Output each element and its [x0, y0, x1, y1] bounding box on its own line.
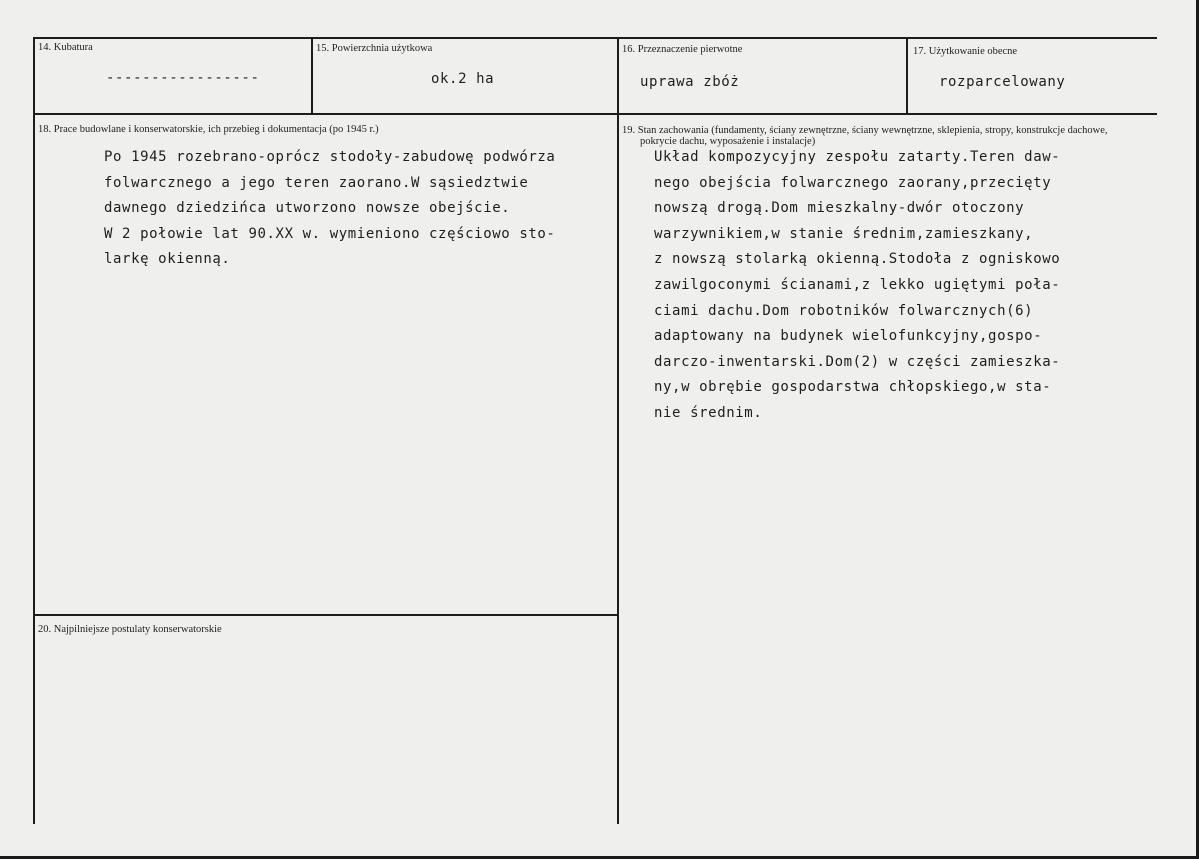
text-line: dawnego dziedzińca utworzono nowsze obejście. — [104, 200, 511, 217]
col-divider-1 — [311, 37, 313, 115]
text-line: folwarcznego a jego teren zaorano.W sąsiedztwie — [104, 174, 529, 191]
text-line: nego obejścia folwarcznego zaorany,przecięty — [654, 174, 1052, 191]
left-rule — [33, 37, 35, 824]
col-divider-center — [617, 37, 619, 824]
text-line: Po 1945 rozebrano-oprócz stodoły-zabudowę podwórza — [104, 149, 556, 165]
col-divider-3 — [906, 37, 908, 115]
text-line: ny,w obrębie gospodarstwa chłopskiego,w sta- — [654, 379, 1052, 396]
kubatura-value: ----------------- — [106, 70, 260, 86]
condition-label-line2: pokrycie dachu, wyposażenie i instalacje) — [640, 136, 816, 147]
usable-area-label: 15. Powierzchnia użytkowa — [316, 43, 433, 54]
construction-works-text — [104, 145, 555, 273]
row-divider — [33, 113, 1157, 115]
current-use-label: 17. Użytkowanie obecne — [913, 46, 1018, 57]
current-use-value: rozparcelowany — [939, 74, 1066, 90]
conservation-postulates-label: 20. Najpilniejsze postulaty konserwatorskie — [38, 624, 222, 635]
text-line: nowszą drogą.Dom mieszkalny-dwór otoczony — [654, 200, 1025, 217]
construction-works-label: 18. Prace budowlane i konserwatorskie, ich przebieg i dokumentacja (po 1945 r.) — [38, 124, 379, 135]
condition-text — [654, 145, 1060, 427]
kubatura-label: 14. Kubatura — [38, 42, 93, 53]
top-rule — [33, 37, 1157, 39]
text-line: W 2 połowie lat 90.XX w. wymieniono częściowo sto- — [104, 225, 556, 242]
usable-area-value: ok.2 ha — [431, 71, 495, 87]
text-line: z nowszą stolarką okienną.Stodoła z ogniskowo — [654, 251, 1061, 268]
text-line: adaptowany na budynek wielofunkcyjny,gospo- — [654, 328, 1043, 345]
text-line: nie średnim. — [654, 404, 763, 421]
original-purpose-label: 16. Przeznaczenie pierwotne — [622, 44, 743, 55]
text-line: larkę okienną. — [104, 251, 231, 268]
text-line: zawilgoconymi ścianami,z lekko ugiętymi poła- — [654, 276, 1061, 293]
text-line: darczo-inwentarski.Dom(2) w części zamieszka- — [654, 353, 1061, 370]
text-line: ciami dachu.Dom robotników folwarcznych(6) — [654, 302, 1034, 319]
text-line: Układ kompozycyjny zespołu zatarty.Teren daw- — [654, 149, 1061, 165]
original-purpose-value: uprawa zbóż — [640, 74, 740, 90]
text-line: warzywnikiem,w stanie średnim,zamieszkany, — [654, 225, 1034, 242]
section-20-rule — [33, 614, 619, 616]
condition-label-line1: 19. Stan zachowania (fundamenty, ściany zewnętrzne, ściany wewnętrzne, sklepienia, stropy, konstrukcje dachowe, — [622, 125, 1108, 136]
